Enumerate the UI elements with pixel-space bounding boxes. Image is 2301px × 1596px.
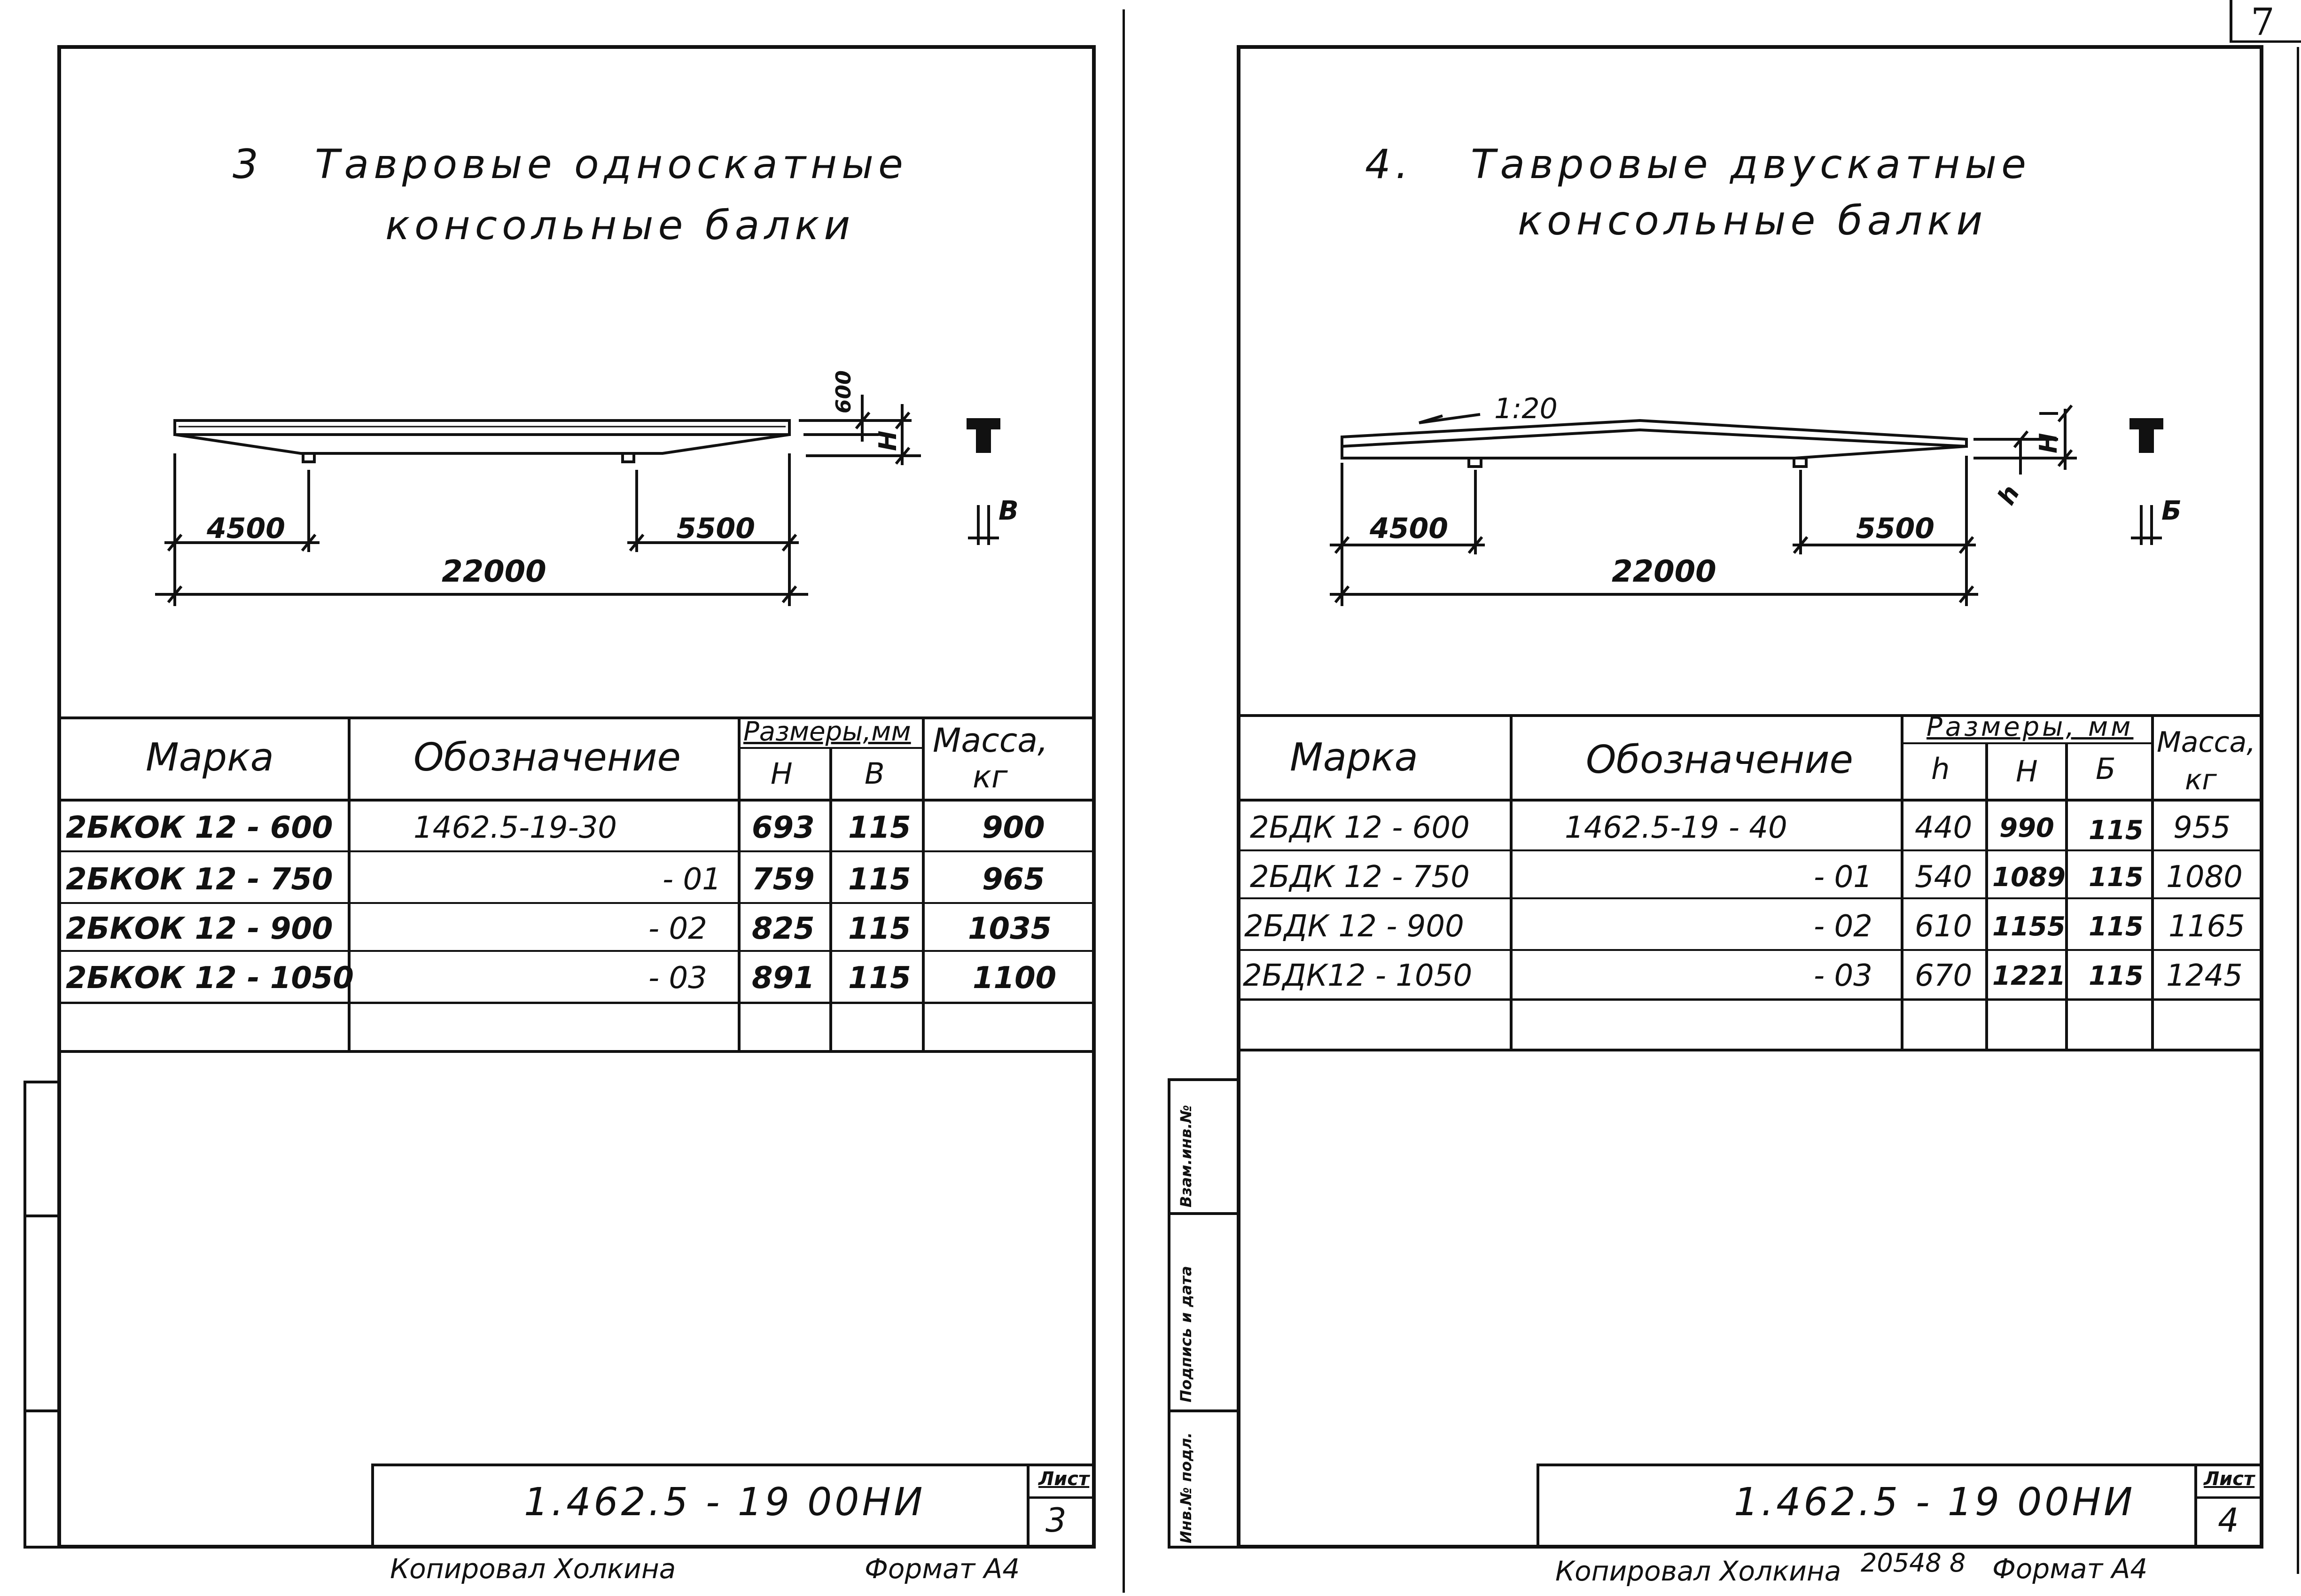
- sheet-left-row2-B: 115: [848, 862, 911, 897]
- sheet-right-header-sizes: Размеры, мм: [1927, 712, 2134, 742]
- side-label-vzam-inv: Взам.инв.№: [1177, 1105, 1195, 1207]
- sheet-right-stamp-number: 20548 8: [1861, 1548, 1966, 1578]
- sheet-left-header-sizes: Размеры,мм: [743, 716, 911, 747]
- sheet-right-row3-desig: - 02: [1814, 909, 1872, 944]
- sheet-left-header-mass: Масса,: [933, 721, 1048, 760]
- right-beam-web: [1342, 446, 1966, 458]
- sheet-right-header-col-h: h: [1931, 752, 1950, 786]
- sheet-right-title-line2: консольные балки: [1518, 197, 1988, 244]
- sheet-right-beam-drawing: [0, 0, 2301, 658]
- sheet-right-dim-H: H: [2035, 433, 2063, 453]
- sheet-left-row2-mark: 2БКОК 12 - 750: [66, 862, 333, 897]
- sheet-right-header-mass-unit: кг: [2185, 763, 2217, 796]
- sheet-right-copied: Копировал Холкина: [1555, 1555, 1841, 1587]
- sheet-left-dim-left: 4500: [207, 512, 285, 545]
- sheet-right-row3-mass: 1165: [2168, 909, 2245, 944]
- sheet-right-row4-mass: 1245: [2166, 958, 2243, 993]
- sheet-right-title-line1: Тавровые двускатные: [1471, 141, 2031, 188]
- sheet-left-row1-desig: 1462.5-19-30: [413, 810, 617, 845]
- sheet-right-row2-desig: - 01: [1814, 860, 1872, 895]
- sheet-left-row1-mark: 2БКОК 12 - 600: [66, 810, 333, 845]
- sheet-right-dim-slope: 1:20: [1494, 392, 1558, 425]
- sheet-right-row1-H: 990: [1999, 813, 2054, 843]
- sheet-right-dim-left: 4500: [1370, 512, 1448, 545]
- sheet-left-dim-total: 22000: [442, 554, 546, 589]
- sheet-left-dim-B: B: [998, 496, 1019, 526]
- sheet-right-dim-h: h: [1992, 480, 2026, 510]
- sheet-left-row2-mass: 965: [982, 862, 1045, 897]
- sheet-left-dim-top: 600: [832, 370, 856, 413]
- sheet-left-row1-B: 115: [848, 810, 911, 845]
- sheet-left-row4-mark: 2БКОК 12 - 1050: [66, 961, 354, 996]
- sheet-right-row4-mark: 2БДК12 - 1050: [1243, 958, 1473, 993]
- sheet-left-copied: Копировал Холкина: [390, 1553, 676, 1585]
- sheet-left-header-col-B: B: [865, 756, 885, 791]
- sheet-left-row3-mark: 2БКОК 12 - 900: [66, 911, 333, 946]
- sheet-right-header-designation: Обозначение: [1586, 738, 1853, 782]
- sheet-right-row4-B: 115: [2089, 961, 2144, 991]
- sheet-right-dim-B: Б: [2161, 496, 2182, 526]
- page-number: 7: [2251, 0, 2275, 44]
- sheet-right-format: Формат А4: [1992, 1553, 2148, 1585]
- sheet-left-header-mass-unit: кг: [973, 759, 1008, 795]
- sheet-left-row4-H: 891: [752, 961, 815, 996]
- sheet-left-header-designation: Обозначение: [413, 735, 681, 780]
- sheet-left-row2-H: 759: [752, 862, 815, 897]
- sheet-left-row1-H: 693: [752, 810, 815, 845]
- sheet-right-row3-H: 1155: [1992, 911, 2066, 942]
- sheet-right-row1-desig: 1462.5-19 - 40: [1565, 810, 1787, 845]
- sheet-left-row2-desig: - 01: [663, 862, 721, 897]
- sheet-right-dim-total: 22000: [1612, 554, 1716, 589]
- sheet-right-sheet-number: 4: [2218, 1501, 2239, 1540]
- sheet-left-row1-mass: 900: [982, 810, 1045, 845]
- sheet-right-row2-h: 540: [1915, 860, 1973, 895]
- sheet-left-row4-desig: - 03: [648, 961, 707, 996]
- sheet-right-row4-desig: - 03: [1814, 958, 1872, 993]
- sheet-left-row3-desig: - 02: [648, 911, 707, 946]
- sheet-left-row4-mass: 1100: [973, 961, 1057, 996]
- sheet-left-format: Формат А4: [865, 1553, 1020, 1585]
- sheet-right-row2-H: 1089: [1992, 862, 2066, 893]
- sheet-left-title-line2: консольные балки: [385, 202, 855, 249]
- sheet-right-header-col-H: H: [2016, 754, 2038, 788]
- sheet-right-dim-right: 5500: [1856, 512, 1934, 545]
- sheet-left-dim-H: H: [874, 430, 902, 451]
- sheet-right-code: 1.462.5 - 19 00НИ: [1734, 1480, 2136, 1525]
- sheet-left-row4-B: 115: [848, 961, 911, 996]
- sheet-right-row1-mass: 955: [2173, 810, 2231, 845]
- sheet-right-header-mark: Марка: [1290, 735, 1418, 780]
- sheet-right-row3-mark: 2БДК 12 - 900: [1244, 909, 1464, 944]
- sheet-right-row1-mark: 2БДК 12 - 600: [1250, 810, 1470, 845]
- sheet-left-title-line1: Тавровые односкатные: [315, 141, 908, 188]
- sheet-left-code: 1.462.5 - 19 00НИ: [524, 1480, 926, 1525]
- sheet-right-row2-mark: 2БДК 12 - 750: [1250, 860, 1470, 895]
- sheet-right-title-number: 4.: [1365, 141, 1413, 188]
- right-beam-flange: [1342, 420, 1966, 446]
- sheet-left-row3-B: 115: [848, 911, 911, 946]
- sheet-right-row2-mass: 1080: [2166, 860, 2243, 895]
- sheet-right-row4-h: 670: [1915, 958, 1973, 993]
- sheet-right-header-mass: Масса,: [2157, 726, 2256, 759]
- sheet-right-sheet-label: Лист: [2204, 1468, 2255, 1490]
- sheet-left-dim-right: 5500: [677, 512, 755, 545]
- sheet-right-header-col-B: Б: [2096, 752, 2116, 786]
- sheet-right-row4-H: 1221: [1992, 961, 2066, 991]
- sheet-left-header-mark: Марка: [146, 735, 274, 780]
- sheet-left-row3-mass: 1035: [968, 911, 1052, 946]
- sheet-left-sheet-number: 3: [1045, 1501, 1067, 1540]
- side-label-inv-podl: Инв.№ подл.: [1177, 1432, 1195, 1543]
- sheet-right-row1-h: 440: [1915, 810, 1973, 845]
- sheet-right-row3-B: 115: [2089, 911, 2144, 942]
- side-label-signature-date: Подпись и дата: [1177, 1266, 1195, 1402]
- sheet-left-title-number: 3: [233, 141, 263, 188]
- sheet-right-row1-B: 115: [2089, 815, 2144, 846]
- sheet-left-sheet-label: Лист: [1038, 1468, 1090, 1490]
- sheet-left-header-col-H: H: [771, 756, 793, 791]
- sheet-right-row2-B: 115: [2089, 862, 2144, 893]
- sheet-left-row3-H: 825: [752, 911, 815, 946]
- sheet-right-row3-h: 610: [1915, 909, 1973, 944]
